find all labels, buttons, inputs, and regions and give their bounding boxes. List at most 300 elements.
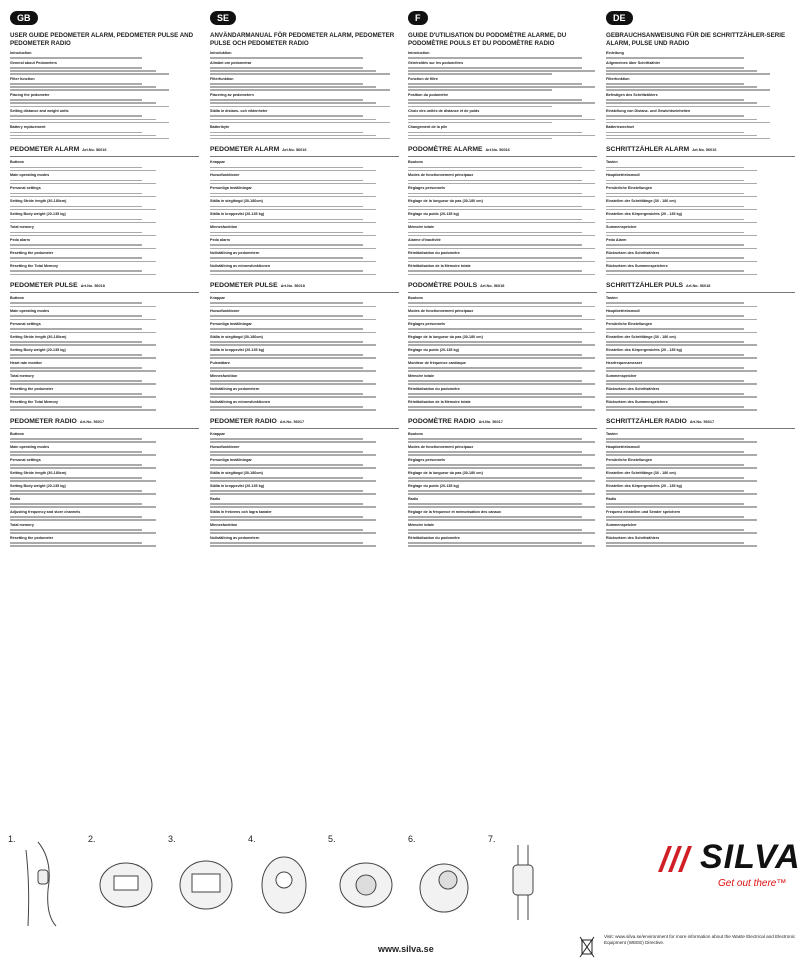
subheading: Personal settings xyxy=(10,457,41,462)
body-text-line xyxy=(210,454,376,456)
hip-clip-illustration xyxy=(8,830,78,930)
subheading: Resetting the pedometer xyxy=(10,535,54,540)
body-text-line xyxy=(10,83,142,85)
body-text-line xyxy=(210,222,376,224)
subheading: Réglage de la longueur du pas (30-180 cm) xyxy=(408,470,483,475)
section-divider xyxy=(606,156,795,157)
product-section-heading xyxy=(408,418,597,425)
subheading: Total memory xyxy=(10,374,34,379)
body-text-line xyxy=(606,261,757,263)
body-text-line xyxy=(210,519,376,521)
body-text-line xyxy=(210,529,363,531)
subheading: Setting Body weight (20-135 kg) xyxy=(10,212,66,217)
pedometer-device-illustration xyxy=(248,830,318,930)
body-text-line xyxy=(210,302,363,304)
illustration-step xyxy=(488,830,558,930)
product-name: SCHRITTZÄHLER PULS xyxy=(606,282,684,290)
article-number: Art.No. 56016 xyxy=(485,148,510,153)
body-text-line xyxy=(10,370,156,372)
section-divider xyxy=(210,428,399,429)
subheading: Knappar xyxy=(210,432,225,436)
body-text-line xyxy=(408,138,552,140)
subheading: Boutons xyxy=(408,432,423,436)
body-text-line xyxy=(210,532,376,534)
subheading: Einstellen des Körpergewichts (20 - 135 kg) xyxy=(606,212,683,217)
subheading: Réglage de la fréquence et mémorisation des canaux xyxy=(408,509,502,514)
body-text-line xyxy=(408,119,595,121)
body-text-line xyxy=(408,477,582,479)
body-text-line xyxy=(606,122,770,124)
section-divider xyxy=(408,292,597,293)
body-text-line xyxy=(10,115,142,117)
subheading: Radio xyxy=(408,496,419,501)
body-text-line xyxy=(606,170,757,172)
subheading: Herzfrequenzmesser xyxy=(606,361,643,366)
body-text-line xyxy=(606,490,744,492)
subheading: Réglages personnels xyxy=(408,457,446,462)
illustration-step xyxy=(248,830,318,930)
body-text-line xyxy=(606,196,757,198)
subheading: Main operating modes xyxy=(10,173,50,178)
body-text-line xyxy=(606,206,744,208)
subheading: General about Pedometers xyxy=(10,60,57,65)
body-text-line xyxy=(606,480,757,482)
body-text-line xyxy=(606,503,744,505)
body-text-line xyxy=(606,89,770,91)
body-text-line xyxy=(210,341,363,343)
body-text-line xyxy=(10,302,142,304)
body-text-line xyxy=(210,89,390,91)
body-text-line xyxy=(606,370,757,372)
body-text-line xyxy=(408,122,552,124)
subheading: Ställa in steglängd (30-180cm) xyxy=(210,335,263,340)
product-section-heading xyxy=(10,146,199,153)
weee-bin-icon xyxy=(578,935,596,959)
product-name: PODOMÈTRE RADIO xyxy=(408,418,476,425)
body-text-line xyxy=(408,257,582,259)
body-text-line xyxy=(210,73,390,75)
body-text-line xyxy=(210,209,376,211)
body-text-line xyxy=(210,261,376,263)
subheading: Boutons xyxy=(408,296,423,301)
subheading: Total memory xyxy=(10,522,34,527)
product-name: PEDOMETER ALARM xyxy=(210,146,280,154)
body-text-line xyxy=(408,206,582,208)
subheading: Pedo alarm xyxy=(10,238,30,243)
body-text-line xyxy=(10,493,156,495)
body-text-line xyxy=(606,138,770,140)
subheading: Placering av pedometern xyxy=(210,93,254,98)
subheading: Batteribyte xyxy=(210,125,230,130)
subheading: Setting distance and weight units xyxy=(10,109,69,114)
body-text-line xyxy=(606,193,744,195)
body-text-line xyxy=(210,232,363,234)
subheading: Réinitialisation du podomètre xyxy=(408,535,460,540)
body-text-line xyxy=(210,409,376,411)
subheading: Réglage de la longueur du pas (30-180 cm) xyxy=(408,335,483,340)
body-text-line xyxy=(210,503,363,505)
body-text-line xyxy=(10,477,142,479)
body-text-line xyxy=(10,122,169,124)
subheading: Ställa in distans- och viktenheter xyxy=(210,109,268,114)
body-text-line xyxy=(606,409,757,411)
body-text-line xyxy=(210,306,376,308)
body-text-line xyxy=(210,357,376,359)
body-text-line xyxy=(10,315,142,317)
step-number: 5. xyxy=(328,834,336,844)
belt-clip-illustration xyxy=(488,830,558,930)
subheading: Nollställning av pedometern xyxy=(210,387,260,392)
product-name: PEDOMETER PULSE xyxy=(10,282,78,290)
product-section-heading xyxy=(210,418,399,425)
subheading: Pedo Alarm xyxy=(606,238,627,243)
body-text-line xyxy=(10,516,142,518)
body-text-line xyxy=(606,232,744,234)
body-text-line xyxy=(210,180,363,182)
illustration-step xyxy=(8,830,78,930)
subheading: Rücksetzen des Summenspeichers xyxy=(606,264,668,269)
body-text-line xyxy=(10,529,142,531)
subheading: Réglages personnels xyxy=(408,186,446,191)
body-text-line xyxy=(606,315,744,317)
step-number: 7. xyxy=(488,834,496,844)
product-section-heading xyxy=(408,146,597,153)
subheading: Summenspeicher xyxy=(606,522,637,527)
product-section-heading xyxy=(606,418,795,425)
body-text-line xyxy=(408,354,582,356)
body-text-line xyxy=(606,532,757,534)
subheading: Généralités sur les podomètres xyxy=(408,60,464,65)
product-name: PEDOMETER ALARM xyxy=(10,146,80,154)
body-text-line xyxy=(10,235,156,237)
body-text-line xyxy=(408,193,582,195)
subheading: Modes de fonctionnement principaux xyxy=(408,444,474,449)
body-text-line xyxy=(10,467,156,469)
body-text-line xyxy=(606,102,757,104)
body-text-line xyxy=(408,467,595,469)
body-text-line xyxy=(606,519,757,521)
subheading: Hauptbetriebsmodi xyxy=(606,444,640,449)
subheading: Main operating modes xyxy=(10,444,50,449)
language-column xyxy=(408,8,597,548)
body-text-line xyxy=(408,102,595,104)
subheading: Réglage de la longueur du pas (30-180 cm) xyxy=(408,199,483,204)
product-name: PODOMÈTRE ALARME xyxy=(408,146,483,154)
body-text-line xyxy=(606,406,744,408)
subheading: Resetting the Total Memory xyxy=(10,400,59,405)
subheading: Main operating modes xyxy=(10,309,50,314)
subheading: Choix des unités de distance et de poids xyxy=(408,109,480,114)
body-text-line xyxy=(408,396,595,398)
body-text-line xyxy=(606,257,744,259)
product-name: SCHRITTZÄHLER ALARM xyxy=(606,146,690,154)
body-text-line xyxy=(210,344,376,346)
guide-title: GUIDE D'UTILISATION DU PODOMÈTRE ALARME, DU PODOMÈTRE POULS ET DU PODOMÈTRE RADIO xyxy=(408,32,567,47)
body-text-line xyxy=(210,370,376,372)
body-text-line xyxy=(10,406,142,408)
subheading: Hauptbetriebsmodi xyxy=(606,173,640,178)
subheading: Einstellen des Körpergewichts (20 - 135 kg) xyxy=(606,483,683,488)
article-number: Art.No. 56017 xyxy=(689,420,715,424)
subheading: Einleitung xyxy=(606,51,624,55)
body-text-line xyxy=(408,490,582,492)
body-text-line xyxy=(408,170,595,172)
body-text-line xyxy=(606,542,744,544)
subheading: Minnesfunktion xyxy=(210,374,238,379)
body-text-line xyxy=(408,438,582,440)
body-text-line xyxy=(408,542,582,544)
body-text-line xyxy=(408,451,582,453)
body-text-line xyxy=(10,367,142,369)
body-text-line xyxy=(408,89,552,91)
subheading: Setting Stride length (30-180cm) xyxy=(10,470,67,475)
body-text-line xyxy=(210,542,363,544)
subheading: Ställa in steglängd (30-180cm) xyxy=(210,470,263,475)
body-text-line xyxy=(10,393,142,395)
body-text-line xyxy=(408,516,582,518)
body-text-line xyxy=(606,506,757,508)
subheading: Nollställning av pedometern xyxy=(210,535,260,540)
subheading: Introduction xyxy=(408,51,430,55)
body-text-line xyxy=(10,409,156,411)
product-name: SCHRITTZÄHLER RADIO xyxy=(606,418,687,425)
subheading: Setting Stride length (30-180cm) xyxy=(10,335,67,340)
body-text-line xyxy=(10,341,142,343)
body-text-line xyxy=(10,222,156,224)
body-text-line xyxy=(408,383,595,385)
body-text-line xyxy=(606,222,757,224)
product-name: PODOMÈTRE POULS xyxy=(408,282,478,290)
subheading: Minnesfunktion xyxy=(210,225,238,230)
subheading: Heart rate monitor xyxy=(10,361,42,366)
body-text-line xyxy=(210,477,363,479)
body-text-line xyxy=(10,232,142,234)
section-divider xyxy=(10,428,199,429)
body-text-line xyxy=(408,441,595,443)
subheading: Allmänt om pedometrar xyxy=(210,60,252,65)
body-text-line xyxy=(408,73,552,75)
body-text-line xyxy=(10,170,156,172)
subheading: Introduktion xyxy=(210,51,232,55)
subheading: Radio xyxy=(10,496,21,501)
body-text-line xyxy=(10,503,142,505)
body-text-line xyxy=(606,132,744,134)
body-text-line xyxy=(210,257,363,259)
body-text-line xyxy=(210,248,376,250)
language-column xyxy=(606,8,795,548)
product-section-heading xyxy=(210,146,399,153)
body-text-line xyxy=(606,235,757,237)
pedometer-device-illustration xyxy=(168,830,238,930)
language-badge: DE xyxy=(606,11,633,25)
body-text-line xyxy=(210,244,363,246)
body-text-line xyxy=(408,67,582,69)
body-text-line xyxy=(408,370,595,372)
body-text-line xyxy=(606,393,744,395)
body-text-line xyxy=(10,328,142,330)
subheading: Persönliche Einstellungen xyxy=(606,457,653,462)
body-text-line xyxy=(210,86,376,88)
body-text-line xyxy=(606,99,744,101)
body-text-line xyxy=(408,180,582,182)
body-text-line xyxy=(606,270,744,272)
body-text-line xyxy=(408,493,595,495)
step-number: 1. xyxy=(8,834,16,844)
body-text-line xyxy=(210,138,390,140)
subheading: Placing the pedometer xyxy=(10,93,50,98)
section-divider xyxy=(10,156,199,157)
body-text-line xyxy=(408,302,582,304)
subheading: Buttons xyxy=(10,160,24,165)
subheading: Einstellen der Schrittlänge (30 - 180 cm) xyxy=(606,199,676,204)
subheading: Persönliche Einstellungen xyxy=(606,322,653,327)
body-text-line xyxy=(408,545,595,547)
body-text-line xyxy=(210,467,376,469)
body-text-line xyxy=(10,332,156,334)
subheading: Personal settings xyxy=(10,322,41,327)
body-text-line xyxy=(606,219,744,221)
body-text-line xyxy=(606,383,757,385)
section-divider xyxy=(408,428,597,429)
pedometer-device-illustration xyxy=(88,830,158,930)
body-text-line xyxy=(210,332,376,334)
subheading: Personliga inställningar xyxy=(210,186,252,191)
subheading: Allgemeines über Schrittzähler xyxy=(606,60,661,65)
body-text-line xyxy=(606,83,744,85)
brand-tagline: Get out there™ xyxy=(718,878,787,889)
body-text-line xyxy=(10,274,156,276)
body-text-line xyxy=(10,106,169,108)
subheading: Huvudfunktioner xyxy=(210,173,240,178)
subheading: Frequenz einstellen und Sender speichern xyxy=(606,509,681,514)
body-text-line xyxy=(606,357,757,359)
body-text-line xyxy=(606,115,744,117)
product-section-heading xyxy=(10,418,199,425)
subheading: Batteriewechsel xyxy=(606,125,635,130)
body-text-line xyxy=(408,503,582,505)
body-text-line xyxy=(606,354,744,356)
body-text-line xyxy=(10,219,142,221)
illustration-step xyxy=(168,830,238,930)
subheading: Befestigen des Schrittzählers xyxy=(606,93,658,98)
body-text-line xyxy=(408,274,595,276)
subheading: Rücksetzen des Summenspeichers xyxy=(606,400,668,405)
subheading: Setting Body weight (20-135 kg) xyxy=(10,348,66,353)
body-text-line xyxy=(10,506,156,508)
subheading: Total memory xyxy=(10,225,34,230)
body-text-line xyxy=(408,344,595,346)
body-text-line xyxy=(210,516,363,518)
battery-illustration xyxy=(328,830,398,930)
subheading: Boutons xyxy=(408,160,423,165)
body-text-line xyxy=(210,406,363,408)
body-text-line xyxy=(210,119,376,121)
body-text-line xyxy=(606,545,757,547)
body-text-line xyxy=(10,196,156,198)
body-text-line xyxy=(408,99,582,101)
body-text-line xyxy=(606,306,757,308)
body-text-line xyxy=(606,274,757,276)
body-text-line xyxy=(210,441,376,443)
body-text-line xyxy=(10,257,142,259)
body-text-line xyxy=(408,380,582,382)
subheading: Rücksetzen des Schrittzählers xyxy=(606,535,660,540)
body-text-line xyxy=(210,367,363,369)
body-text-line xyxy=(210,383,376,385)
language-badge: SE xyxy=(210,11,236,25)
subheading: Resetting the Total Memory xyxy=(10,264,59,269)
subheading: Mémoire totale xyxy=(408,374,435,379)
subheading: Knappar xyxy=(210,296,225,301)
body-text-line xyxy=(10,89,169,91)
body-text-line xyxy=(408,232,582,234)
body-text-line xyxy=(606,464,744,466)
subheading: Filterfunktion xyxy=(210,76,234,81)
body-text-line xyxy=(408,319,595,321)
body-text-line xyxy=(210,396,376,398)
subheading: Ställa in frekvens och lagra kanaler xyxy=(210,509,272,514)
body-text-line xyxy=(10,451,142,453)
body-text-line xyxy=(606,380,744,382)
section-divider xyxy=(606,428,795,429)
body-text-line xyxy=(10,383,156,385)
body-text-line xyxy=(408,393,582,395)
subheading: Ställa in kroppsvikt (20-135 kg) xyxy=(210,483,265,488)
subheading: Modes de fonctionnement principaux xyxy=(408,309,474,314)
body-text-line xyxy=(210,70,376,72)
subheading: Personal settings xyxy=(10,186,41,191)
body-text-line xyxy=(606,438,744,440)
subheading: Radio xyxy=(210,496,221,501)
guide-title: ANVÄNDARMANUAL FÖR PEDOMETER ALARM, PEDOMETER PULSE OCH PEDOMETER RADIO xyxy=(210,32,395,47)
product-section-heading xyxy=(606,282,795,289)
subheading: Rücksetzen des Schrittzählers xyxy=(606,387,660,392)
body-text-line xyxy=(408,270,582,272)
body-text-line xyxy=(10,57,142,59)
subheading: Filter function xyxy=(10,76,35,81)
product-section-heading xyxy=(10,282,199,289)
subheading: Huvudfunktioner xyxy=(210,309,240,314)
body-text-line xyxy=(606,341,744,343)
body-text-line xyxy=(606,244,744,246)
subheading: Tasten xyxy=(606,160,618,165)
body-text-line xyxy=(606,209,757,211)
product-name: PEDOMETER PULSE xyxy=(210,282,278,290)
body-text-line xyxy=(10,261,156,263)
body-text-line xyxy=(210,328,363,330)
subheading: Personliga inställningar xyxy=(210,457,252,462)
body-text-line xyxy=(606,344,757,346)
subheading: Tasten xyxy=(606,296,618,301)
body-text-line xyxy=(408,70,595,72)
language-column xyxy=(10,8,199,548)
body-text-line xyxy=(606,319,757,321)
subheading: Mémoire totale xyxy=(408,225,435,230)
body-text-line xyxy=(210,67,363,69)
section-divider xyxy=(606,292,795,293)
body-text-line xyxy=(210,493,376,495)
subheading: Tasten xyxy=(606,432,618,436)
subheading: Nollställning av minnesfunktionen xyxy=(210,264,271,269)
body-text-line xyxy=(210,106,390,108)
body-text-line xyxy=(10,319,156,321)
language-badge: F xyxy=(408,11,428,25)
body-text-line xyxy=(210,506,376,508)
body-text-line xyxy=(606,467,757,469)
body-text-line xyxy=(606,119,757,121)
body-text-line xyxy=(606,57,744,59)
body-text-line xyxy=(10,70,156,72)
